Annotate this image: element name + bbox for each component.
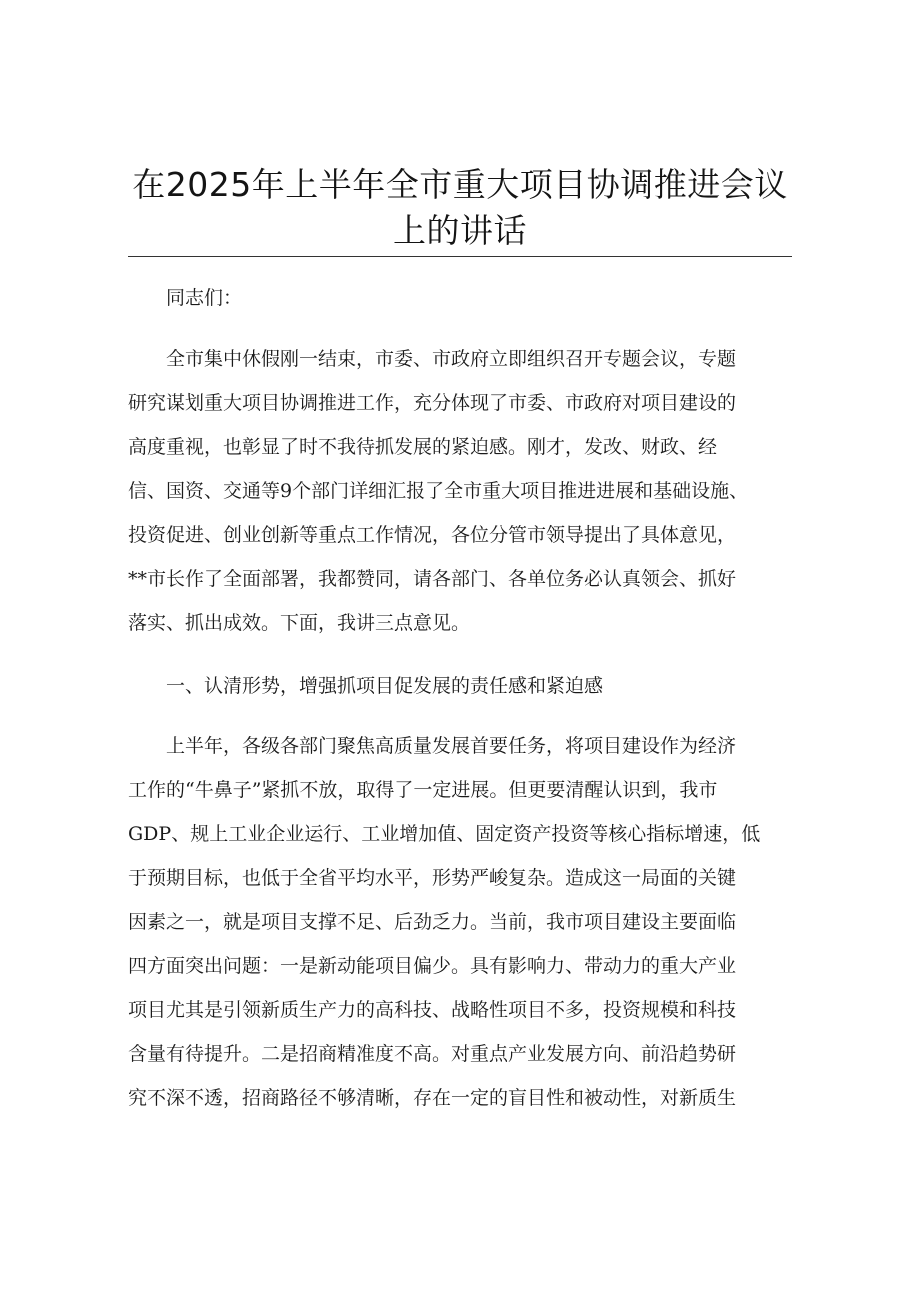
section-heading-1 [128, 664, 792, 708]
paragraph-line: 上半年，各级各部门聚焦高质量发展首要任务，将项目建设作为经济 [166, 735, 737, 757]
paragraph-intro [128, 337, 792, 645]
paragraph-line: 投资促进、创业创新等重点工作情况，各位分管市领导提出了具体意见， [128, 524, 737, 546]
paragraph-line: **市长作了全面部署，我都赞同，请各部门、各单位务必认真领会、抓好 [128, 568, 737, 590]
paragraph-line: 研究谋划重大项目协调推进工作，充分体现了市委、市政府对项目建设的 [128, 392, 737, 414]
section-heading-text: 一、认清形势，增强抓项目促发展的责任感和紧迫感 [166, 675, 604, 697]
paragraph-line: 高度重视，也彰显了时不我待抓发展的紧迫感。刚才，发改、财政、经 [128, 436, 718, 458]
paragraph-line: 工作的“牛鼻子”紧抓不放，取得了一定进展。但更要清醒认识到，我市 [128, 779, 718, 801]
title-line-1: 在2025年上半年全市重大项目协调推进会议 [132, 165, 788, 204]
title-divider [128, 256, 792, 257]
paragraph-line: 项目尤其是引领新质生产力的高科技、战略性项目不多，投资规模和科技 [128, 999, 737, 1021]
paragraph-line: 信、国资、交通等9个部门详细汇报了全市重大项目推进进展和基础设施、 [128, 480, 749, 502]
salutation-text: 同志们： [166, 287, 243, 309]
salutation [128, 276, 792, 320]
title-line-2: 上的讲话 [393, 211, 527, 250]
paragraph-line: 全市集中休假刚一结束，市委、市政府立即组织召开专题会议，专题 [166, 348, 737, 370]
paragraph-line: 含量有待提升。二是招商精准度不高。对重点产业发展方向、前沿趋势研 [128, 1043, 737, 1065]
paragraph-line: 于预期目标，也低于全省平均水平，形势严峻复杂。造成这一局面的关键 [128, 867, 737, 889]
paragraph-line: 究不深不透，招商路径不够清晰，存在一定的盲目性和被动性，对新质生 [128, 1087, 737, 1109]
paragraph-situation [128, 724, 792, 1120]
paragraph-line: 因素之一，就是项目支撑不足、后劲乏力。当前，我市项目建设主要面临 [128, 911, 737, 933]
paragraph-line: 落实、抓出成效。下面，我讲三点意见。 [128, 612, 471, 634]
paragraph-line: GDP、规上工业企业运行、工业增加值、固定资产投资等核心指标增速，低 [128, 823, 761, 845]
paragraph-line: 四方面突出问题：一是新动能项目偏少。具有影响力、带动力的重大产业 [128, 955, 737, 977]
page-title [128, 162, 792, 254]
